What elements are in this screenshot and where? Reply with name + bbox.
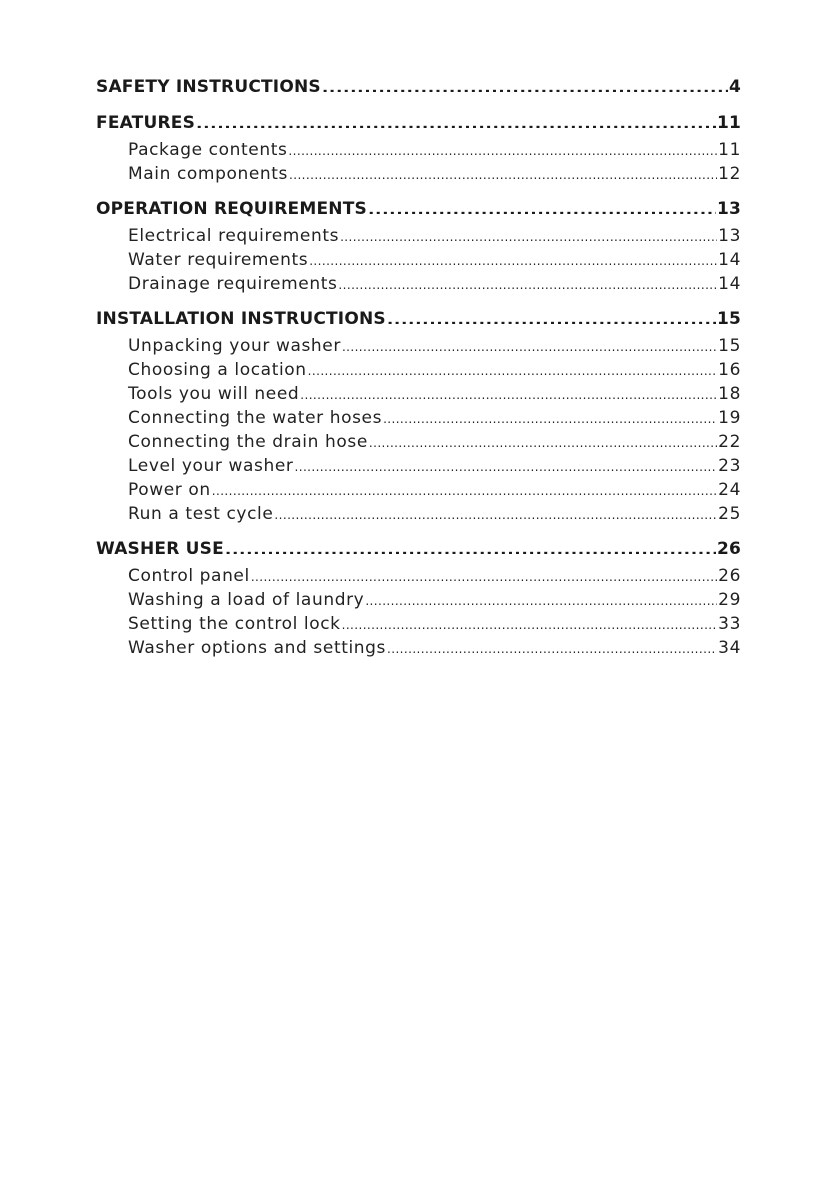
toc-entry-row[interactable] <box>96 478 741 502</box>
dot-leader <box>289 163 717 180</box>
toc-section-safety-instructions <box>96 74 741 100</box>
toc-heading-page: 26 <box>716 539 741 559</box>
toc-entry-label: Tools you will need <box>128 384 300 404</box>
dot-leader <box>342 335 717 352</box>
dot-leader <box>322 75 728 92</box>
toc-heading-row[interactable] <box>96 306 741 332</box>
toc-entry-row[interactable] <box>96 636 741 660</box>
toc-entry-row[interactable] <box>96 382 741 406</box>
toc-entry-row[interactable] <box>96 358 741 382</box>
toc-entry-page: 18 <box>718 384 741 404</box>
toc-entry-page: 15 <box>718 336 741 356</box>
toc-entry-row[interactable] <box>96 248 741 272</box>
toc-entry-page: 23 <box>718 456 741 476</box>
toc-entry-page: 11 <box>718 140 741 160</box>
dot-leader <box>225 537 716 554</box>
dot-leader <box>288 139 717 156</box>
toc-entry-page: 26 <box>718 566 741 586</box>
toc-section-features <box>96 110 741 186</box>
toc-heading-page: 11 <box>716 113 741 133</box>
toc-heading-page: 15 <box>716 309 741 329</box>
dot-leader <box>340 225 717 242</box>
toc-entry-label: Unpacking your washer <box>128 336 341 356</box>
toc-entry-page: 33 <box>718 614 741 634</box>
toc-entry-page: 29 <box>718 590 741 610</box>
dot-leader <box>212 479 717 496</box>
toc-heading-title: OPERATION REQUIREMENTS <box>96 199 367 219</box>
toc-entry-label: Connecting the drain hose <box>128 432 368 452</box>
dot-leader <box>251 565 717 582</box>
dot-leader <box>365 589 717 606</box>
toc-entry-row[interactable] <box>96 162 741 186</box>
dot-leader <box>300 383 717 400</box>
toc-entry-label: Water requirements <box>128 250 309 270</box>
toc-entry-label: Washer options and settings <box>128 638 387 658</box>
toc-entry-label: Electrical requirements <box>128 226 340 246</box>
toc-entry-page: 14 <box>718 274 741 294</box>
dot-leader <box>369 431 717 448</box>
dot-leader <box>368 197 716 214</box>
toc-entry-label: Package contents <box>128 140 288 160</box>
toc-heading-title: SAFETY INSTRUCTIONS <box>96 77 321 97</box>
toc-heading-row[interactable] <box>96 110 741 136</box>
toc-entry-row[interactable] <box>96 430 741 454</box>
dot-leader <box>338 273 717 290</box>
toc-entry-label: Power on <box>128 480 211 500</box>
toc-entry-label: Choosing a location <box>128 360 307 380</box>
toc-heading-title: WASHER USE <box>96 539 224 559</box>
toc-entry-page: 34 <box>718 638 741 658</box>
dot-leader <box>308 359 717 376</box>
toc-section-washer-use <box>96 536 741 660</box>
toc-entry-row[interactable] <box>96 502 741 526</box>
toc-entry-label: Setting the control lock <box>128 614 341 634</box>
toc-entry-label: Control panel <box>128 566 250 586</box>
toc-entry-label: Connecting the water hoses <box>128 408 383 428</box>
toc-heading-title: FEATURES <box>96 113 196 133</box>
toc-entry-label: Main components <box>128 164 289 184</box>
dot-leader <box>295 455 718 472</box>
toc-entry-page: 13 <box>718 226 741 246</box>
toc-entry-row[interactable] <box>96 224 741 248</box>
toc-entry-row[interactable] <box>96 272 741 296</box>
toc-entry-page: 12 <box>718 164 741 184</box>
toc-entry-row[interactable] <box>96 564 741 588</box>
toc-heading-page: 13 <box>716 199 741 219</box>
toc-entry-label: Washing a load of laundry <box>128 590 365 610</box>
toc-entry-label: Level your washer <box>128 456 294 476</box>
dot-leader <box>387 637 717 654</box>
toc-entry-row[interactable] <box>96 454 741 478</box>
table-of-contents <box>96 74 741 670</box>
toc-entry-page: 14 <box>718 250 741 270</box>
toc-section-installation-instructions <box>96 306 741 526</box>
dot-leader <box>387 307 716 324</box>
toc-heading-row[interactable] <box>96 74 741 100</box>
dot-leader <box>309 249 717 266</box>
toc-entry-row[interactable] <box>96 406 741 430</box>
toc-entry-row[interactable] <box>96 138 741 162</box>
toc-entry-row[interactable] <box>96 334 741 358</box>
toc-heading-page: 4 <box>728 77 741 97</box>
toc-section-operation-requirements <box>96 196 741 296</box>
toc-entry-page: 16 <box>718 360 741 380</box>
toc-entry-page: 19 <box>718 408 741 428</box>
toc-entry-label: Drainage requirements <box>128 274 338 294</box>
toc-entry-page: 22 <box>718 432 741 452</box>
toc-entry-page: 25 <box>718 504 741 524</box>
toc-entry-page: 24 <box>718 480 741 500</box>
dot-leader <box>274 503 717 520</box>
dot-leader <box>383 407 717 424</box>
toc-entry-row[interactable] <box>96 612 741 636</box>
dot-leader <box>342 613 718 630</box>
toc-heading-title: INSTALLATION INSTRUCTIONS <box>96 309 386 329</box>
toc-entry-row[interactable] <box>96 588 741 612</box>
toc-heading-row[interactable] <box>96 536 741 562</box>
toc-heading-row[interactable] <box>96 196 741 222</box>
toc-entry-label: Run a test cycle <box>128 504 274 524</box>
dot-leader <box>196 111 716 128</box>
